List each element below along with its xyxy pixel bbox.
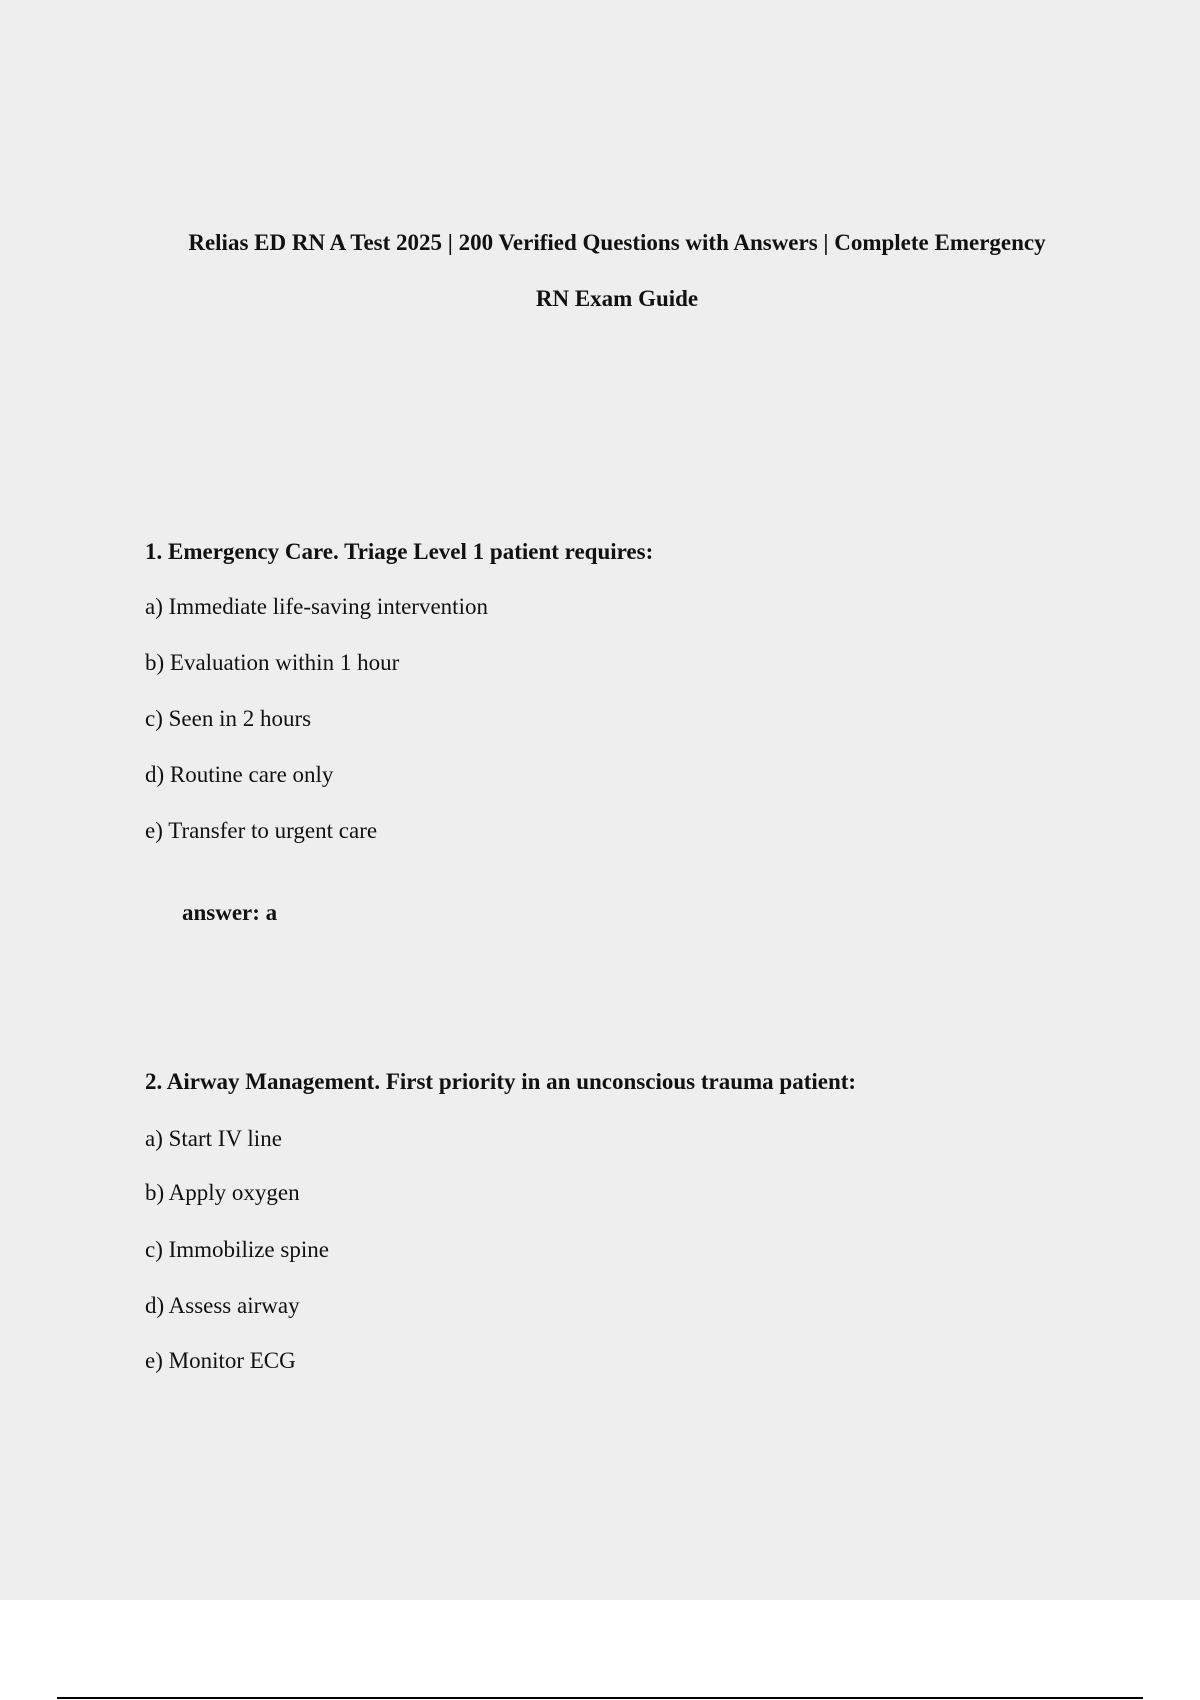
question-2-option-c: c) Immobilize spine [145,1237,329,1262]
question-2-option-b: b) Apply oxygen [145,1180,300,1205]
question-2-option-d: d) Assess airway [145,1293,300,1318]
question-1-prompt: 1. Emergency Care. Triage Level 1 patient requires: [145,539,654,564]
question-2-option-e: e) Monitor ECG [145,1348,296,1373]
question-2-option-a: a) Start IV line [145,1126,282,1151]
question-1-answer: answer: a [182,900,278,925]
question-1-option-e: e) Transfer to urgent care [145,818,378,843]
document-title-line-2: RN Exam Guide [535,286,699,311]
footer-divider [57,1697,1143,1699]
question-1-option-d: d) Routine care only [145,762,334,787]
document-title-line-1: Relias ED RN A Test 2025 | 200 Verified Questions with Answers | Complete Emergency [188,230,1046,255]
question-1-option-c: c) Seen in 2 hours [145,706,312,731]
question-1-option-b: b) Evaluation within 1 hour [145,650,400,675]
question-2-prompt: 2. Airway Management. First priority in an unconscious trauma patient: [145,1069,857,1094]
question-1-option-a: a) Immediate life-saving intervention [145,594,488,619]
